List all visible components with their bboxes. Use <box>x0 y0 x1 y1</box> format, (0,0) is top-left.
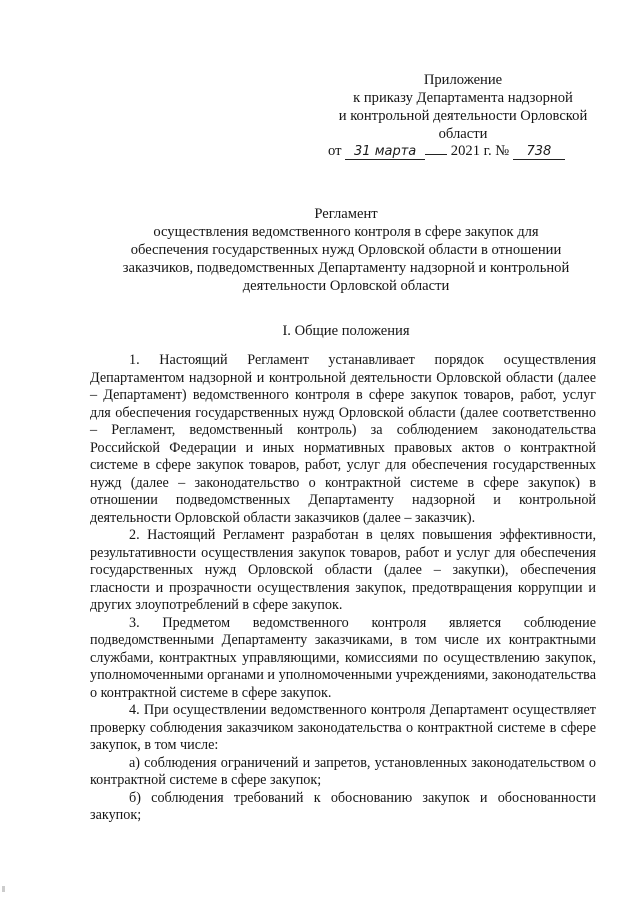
scan-margin-mark <box>2 886 5 892</box>
paragraph: б) соблюдения требований к обоснованию закупок и обоснованности закупок; <box>90 789 596 823</box>
appendix-line: области <box>438 126 488 142</box>
order-year: 2021 г. № <box>450 143 510 159</box>
appendix-header <box>328 71 598 143</box>
title-line: осуществления ведомственного контроля в сфере закупок для <box>153 224 539 240</box>
order-reference <box>328 142 598 160</box>
paragraph: а) соблюдения ограничений и запретов, установленных законодательством о контрактной системе в сфере закупок; <box>90 754 596 788</box>
section-heading: I. Общие положения <box>282 323 410 339</box>
appendix-line: и контрольной деятельности Орловской <box>338 108 588 124</box>
paragraph: 1. Настоящий Регламент устанавливает порядок осуществления Департаментом надзорной и контрольной деятельности Орловской области (далее – Департамент) ведомственного контроля в сфере закупок товаров, работ, услуг для обеспечения государственных нужд Орловской области (далее соответственно – Регламент, ведомственный контроль) за соблюдением законодательства Российской Федерации и иных нормативных правовых актов о контрактной системе в сфере закупок товаров, работ, услуг для обеспечения государственных нужд (далее – законодательство о контрактной системе в сфере закупок) в отношении подведомственных Департаменту надзорной и контрольной деятельности Орловской области заказчиков (далее – заказчик). <box>90 352 596 526</box>
appendix-line: Приложение <box>423 72 503 88</box>
title-line: Регламент <box>314 206 378 222</box>
appendix-line: к приказу Департамента надзорной <box>353 90 573 106</box>
document-body <box>90 352 596 825</box>
order-number-handwritten: 738 <box>513 145 565 160</box>
title-line: обеспечения государственных нужд Орловской области в отношении <box>130 242 562 258</box>
order-prefix: от <box>328 143 342 159</box>
paragraph: 3. Предметом ведомственного контроля является соблюдение подведомственными Департаменту заказчиками, в том числе их контрактными службами, контрактных управляющими, комиссиями по осуществлению закупок, уполномоченными органами и уполномоченными учреждениями, законодательства о контрактной системе в сфере закупок. <box>90 614 596 701</box>
paragraph: 2. Настоящий Регламент разработан в целях повышения эффективности, результативности осуществления закупок товаров, работ и услуг для обеспечения государственных нужд Орловской области (далее – закупки), обеспечения гласности и прозрачности осуществления закупок, предотвращения коррупции и других злоупотреблений в сфере закупок. <box>90 527 596 613</box>
title-line: деятельности Орловской области <box>242 278 450 294</box>
paragraph: 4. При осуществлении ведомственного контроля Департамент осуществляет проверку соблюдения заказчиком законодательства о контрактной системе в сфере закупок, в том числе: <box>90 702 596 753</box>
order-date-handwritten: 31 марта <box>345 145 425 160</box>
document-title <box>90 205 602 295</box>
title-line: заказчиков, подведомственных Департаменту надзорной и контрольной <box>122 260 570 276</box>
order-date-blank <box>425 142 447 155</box>
